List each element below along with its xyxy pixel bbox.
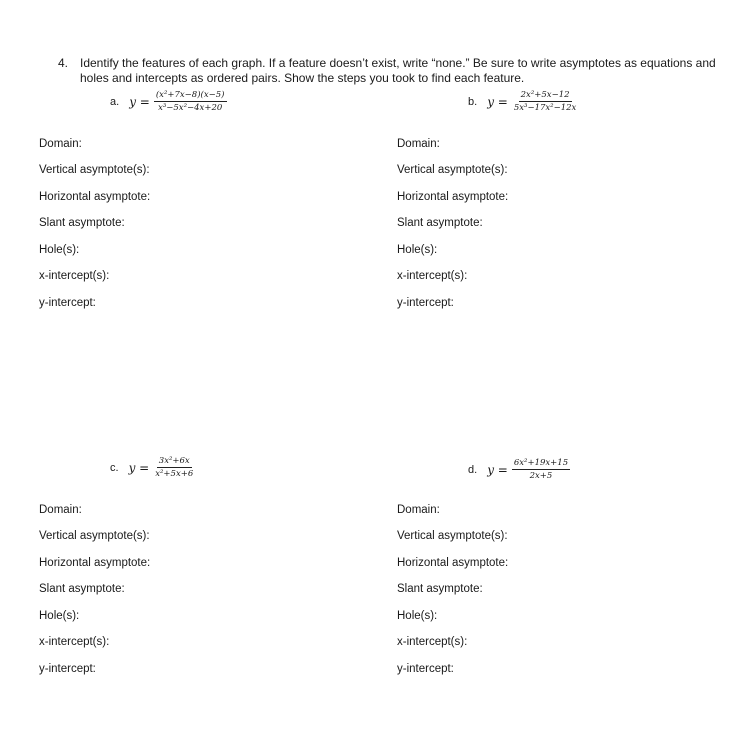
fraction	[154, 90, 227, 113]
feature-slant-asymptote-a: Slant asymptote:	[39, 217, 125, 229]
numerator: 2x²+5x−12	[520, 90, 570, 100]
question-text: Identify the features of each graph. If a feature doesn’t exist, write “none.” Be sure to write asymptotes as equations and holes and intercepts as ordered pairs. Show the steps you took to find each feature.	[80, 56, 716, 85]
problem-label: a.	[110, 95, 120, 108]
feature-x-intercepts-a: x-intercept(s):	[39, 270, 110, 282]
denominator: 2x+5	[529, 471, 553, 481]
feature-slant-asymptote-b: Slant asymptote:	[397, 217, 483, 229]
feature-horizontal-asymptote-c: Horizontal asymptote:	[39, 557, 151, 569]
denominator: x³−5x²−4x+20	[158, 103, 223, 113]
feature-vertical-asymptote-d: Vertical asymptote(s):	[397, 530, 508, 542]
feature-y-intercept-b: y-intercept:	[397, 297, 454, 309]
feature-vertical-asymptote-a: Vertical asymptote(s):	[39, 164, 150, 176]
denominator: 5x³−17x²−12x	[513, 103, 577, 113]
feature-domain-a: Domain:	[39, 138, 82, 150]
feature-domain-c: Domain:	[39, 504, 82, 516]
feature-domain-d: Domain:	[397, 504, 440, 516]
numerator: 6x²+19x+15	[513, 458, 569, 468]
equation-b	[468, 90, 578, 113]
fraction	[512, 458, 570, 481]
y-equals: y =	[128, 460, 150, 475]
feature-vertical-asymptote-c: Vertical asymptote(s):	[39, 530, 150, 542]
feature-slant-asymptote-c: Slant asymptote:	[39, 583, 125, 595]
feature-horizontal-asymptote-a: Horizontal asymptote:	[39, 191, 151, 203]
equation-d	[468, 458, 570, 481]
fraction	[512, 90, 578, 113]
y-equals: y =	[487, 462, 508, 477]
feature-y-intercept-d: y-intercept:	[397, 663, 454, 675]
problem-label: c.	[110, 461, 119, 474]
y-equals: y =	[487, 94, 508, 109]
problem-label: d.	[468, 463, 478, 476]
y-equals: y =	[129, 94, 150, 109]
question-number: 4.	[58, 56, 69, 70]
feature-y-intercept-a: y-intercept:	[39, 297, 96, 309]
denominator: x²+5x+6	[155, 469, 194, 479]
feature-y-intercept-c: y-intercept:	[39, 663, 96, 675]
numerator: 3x²+6x	[158, 456, 190, 466]
feature-slant-asymptote-d: Slant asymptote:	[397, 583, 483, 595]
feature-horizontal-asymptote-d: Horizontal asymptote:	[397, 557, 509, 569]
feature-x-intercepts-c: x-intercept(s):	[39, 636, 110, 648]
feature-domain-b: Domain:	[397, 138, 440, 150]
feature-holes-d: Hole(s):	[397, 610, 438, 622]
fraction	[153, 456, 195, 479]
feature-x-intercepts-d: x-intercept(s):	[397, 636, 468, 648]
feature-vertical-asymptote-b: Vertical asymptote(s):	[397, 164, 508, 176]
equation-c	[110, 456, 195, 479]
feature-holes-c: Hole(s):	[39, 610, 80, 622]
numerator: (x²+7x−8)(x−5)	[155, 90, 225, 100]
feature-horizontal-asymptote-b: Horizontal asymptote:	[397, 191, 509, 203]
problem-label: b.	[468, 95, 478, 108]
feature-holes-a: Hole(s):	[39, 244, 80, 256]
feature-holes-b: Hole(s):	[397, 244, 438, 256]
feature-x-intercepts-b: x-intercept(s):	[397, 270, 468, 282]
equation-a	[110, 90, 227, 113]
